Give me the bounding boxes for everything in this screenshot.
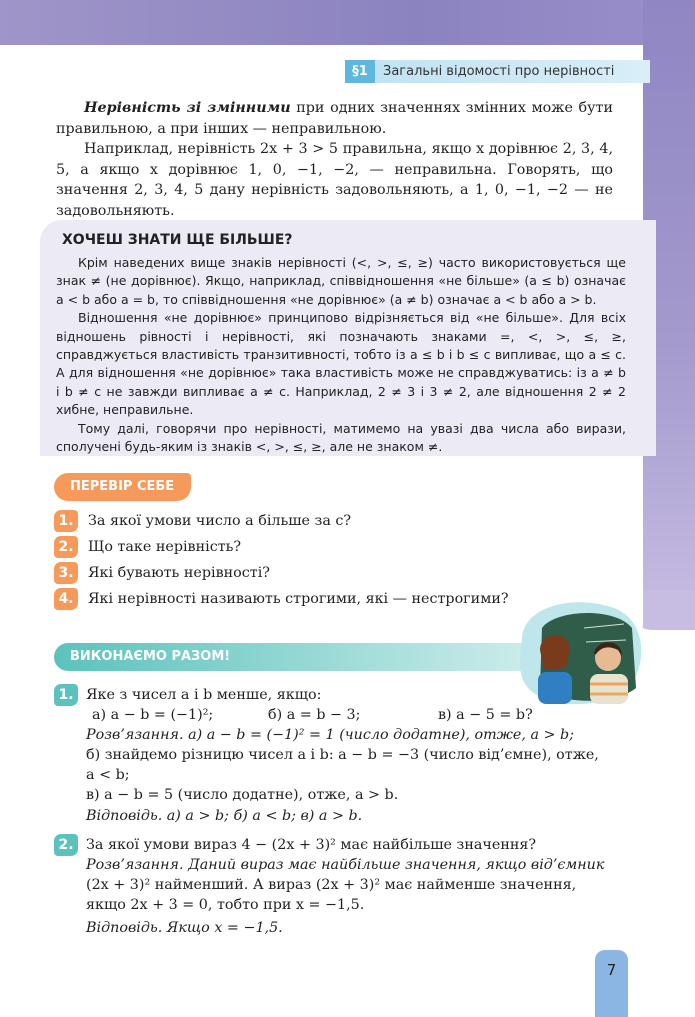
- intro-paragraph-1: [56, 98, 613, 139]
- ex1-solution-c: в) a − b = 5 (число додатне), отже, a > b.: [86, 787, 399, 803]
- intro-paragraph-2: Наприклад, нерівність 2x + 3 > 5 правильна, якщо x дорівнює 2, 3, 4, 5, а якщо x дорівнює 1, 0, −1, −2, — неправильна. Говорять, що значення 2, 3, 4, 5 дану нерівність задовольняють, а 1, 0, −1, −2 — не задовольняють.: [56, 141, 613, 219]
- know-more-paragraph-2: Відношення «не дорівнює» принципово відрізняється від «не більше». Для всіх відношень рівності і нерівності, які позначають знаками =, <, >, ≤, ≥, справджується властивість транзитивності, тобто із a ≤ b і b ≤ c випливає, що a ≤ c. А для відношення «не дорівнює» така властивість може не справджуватись: із a ≠ b і b ≠ c не завжди випливає a ≠ c. Наприклад, 2 ≠ 3 і 3 ≠ 2, але відношення 2 ≠ 2 хибне, неправильне.: [56, 310, 626, 418]
- example-number: 1.: [54, 684, 78, 706]
- ex1-solution-b: б) знайдемо різницю чисел a і b: a − b = −3 (число від’ємне), отже,: [86, 747, 599, 763]
- page-number: 7: [595, 950, 628, 1017]
- question-text: Які нерівності називають строгими, які — нестрогими?: [88, 591, 509, 607]
- do-together-band: [54, 643, 558, 671]
- ex1-case-c: в) a − 5 = b?: [438, 707, 533, 723]
- question-text: Які бувають нерівності?: [88, 565, 270, 581]
- question-number: 2.: [54, 536, 78, 558]
- section-number: §1: [345, 60, 375, 83]
- ex2-solution-3: якщо 2x + 3 = 0, тобто при x = −1,5.: [86, 897, 365, 913]
- top-band: [0, 0, 695, 45]
- check-yourself-label: ПЕРЕВІР СЕБЕ: [54, 473, 191, 501]
- running-header: [345, 60, 650, 83]
- know-more-title: ХОЧЕШ ЗНАТИ ЩЕ БІЛЬШЕ?: [62, 232, 293, 248]
- ex1-case-b: б) a = b − 3;: [268, 707, 361, 723]
- question-text: Що таке нерівність?: [88, 539, 242, 555]
- ex1-case-a: а) a − b = (−1)²;: [92, 707, 214, 723]
- do-together-label: ВИКОНАЄМО РАЗОМ!: [70, 649, 231, 664]
- intro-text: [56, 98, 613, 221]
- question-number: 1.: [54, 510, 78, 532]
- ex1-question: [86, 685, 321, 706]
- ex2-question: За якої умови вираз 4 − (2x + 3)² має найбільше значення?: [86, 837, 537, 853]
- section-title: Загальні відомості про нерівності: [383, 64, 615, 79]
- classroom-photo: [514, 598, 644, 708]
- ex1-solution-a: Розв’язання. а) a − b = (−1)² = 1 (число додатне), отже, a > b;: [86, 727, 575, 743]
- know-more-box: [40, 220, 656, 456]
- ex2-answer: Відповідь. Якщо x = −1,5.: [86, 920, 283, 936]
- ex1-answer: Відповідь. а) a > b; б) a < b; в) a > b.: [86, 808, 363, 824]
- term-bold: Нерівність зі змінними: [84, 100, 291, 116]
- know-more-paragraph-1: Крім наведених вище знаків нерівності (<, >, ≤, ≥) часто використовується ще знак ≠ (не дорівнює). Якщо, наприклад, співвідношення «не більше» (a ≤ b) означає a < b або a = b, то співвідношення «не дорівнює» (a ≠ b) означає a < b або a > b.: [56, 255, 626, 307]
- ex1-solution-b-end: a < b;: [86, 767, 130, 783]
- example-number: 2.: [54, 834, 78, 856]
- intro-p1-rest: при одних значеннях змінних може бути правильною, а при інших — неправильною.: [56, 100, 613, 137]
- know-more-paragraph-3: Тому далі, говорячи про нерівності, матимемо на увазі два числа або вирази, сполучені будь-яким із знаків <, >, ≤, ≥, але не знаком ≠.: [56, 420, 626, 455]
- know-more-text: [56, 254, 626, 456]
- ex2-solution-2: (2x + 3)² найменший. А вираз (2x + 3)² має найменше значення,: [86, 877, 577, 893]
- question-text: За якої умови число a більше за c?: [88, 513, 352, 529]
- ex1-line: Яке з чисел a і b менше, якщо:: [86, 687, 322, 703]
- ex2-solution-1: Розв’язання. Даний вираз має найбільше значення, якщо від’ємник: [86, 857, 605, 873]
- question-number: 4.: [54, 588, 78, 610]
- question-number: 3.: [54, 562, 78, 584]
